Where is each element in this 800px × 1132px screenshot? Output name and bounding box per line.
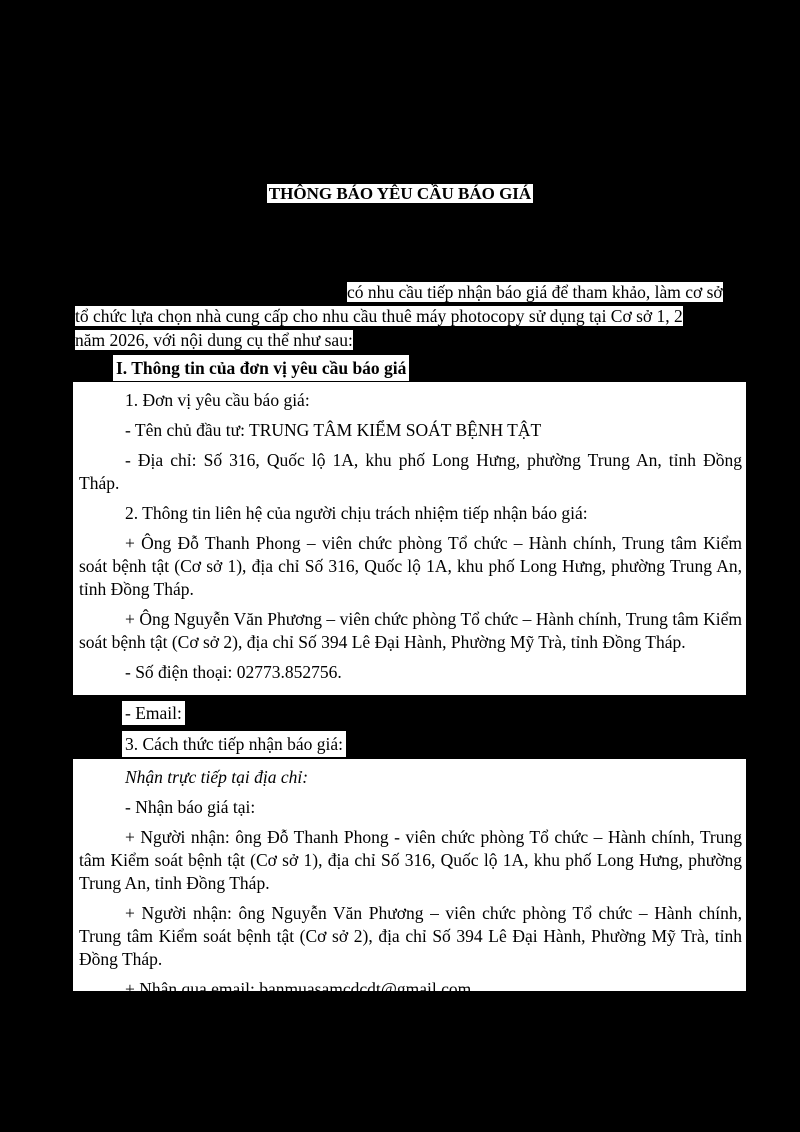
- intro-paragraph: [75, 280, 746, 352]
- phone-number: - Số điện thoại: 02773.852756.: [125, 662, 342, 682]
- investor-address: - Địa chỉ: Số 316, Quốc lộ 1A, khu phố Long Hưng, phường Trung An, tỉnh Đồng Tháp.: [79, 450, 742, 493]
- section-heading: I. Thông tin của đơn vị yêu cầu báo giá: [113, 355, 409, 381]
- item-receive-method: 3. Cách thức tiếp nhận báo giá:: [122, 731, 346, 757]
- item-unit: 1. Đơn vị yêu cầu báo giá:: [125, 390, 310, 410]
- intro-line-2: tổ chức lựa chọn nhà cung cấp cho nhu cầu thuê máy photocopy sử dụng tại Cơ sở 1, 2: [75, 306, 683, 326]
- email-link[interactable]: banmuasamcdcdt@gmail.com: [259, 979, 472, 999]
- receiver-2: + Người nhận: ông Nguyễn Văn Phương – viên chức phòng Tổ chức – Hành chính, Trung tâm Kiểm soát bệnh tật (Cơ sở 2), địa chỉ Số 394 Lê Đại Hành, Phường Mỹ Trà, tỉnh Đồng Tháp.: [79, 903, 742, 969]
- receiver-1: + Người nhận: ông Đỗ Thanh Phong - viên chức phòng Tổ chức – Hành chính, Trung tâm Kiểm soát bệnh tật (Cơ sở 1), địa chỉ Số 316, Quốc lộ 1A, khu phố Long Hưng, phường Trung An, tỉnh Đồng Tháp.: [79, 827, 742, 893]
- receive-method-content: [73, 759, 746, 999]
- section-1-content: [73, 382, 746, 695]
- email-receive-label: + Nhận qua email:: [125, 979, 255, 999]
- receive-at-label: - Nhận báo giá tại:: [125, 797, 256, 817]
- item-contact: 2. Thông tin liên hệ của người chịu trách nhiệm tiếp nhận báo giá:: [125, 503, 588, 523]
- contact-person-2: + Ông Nguyễn Văn Phương – viên chức phòng Tổ chức – Hành chính, Trung tâm Kiểm soát bệnh tật (Cơ sở 2), địa chỉ Số 394 Lê Đại Hành, Phường Mỹ Trà, tỉnh Đồng Tháp.: [79, 609, 742, 652]
- contact-person-1: + Ông Đỗ Thanh Phong – viên chức phòng Tổ chức – Hành chính, Trung tâm Kiểm soát bệnh tật (Cơ sở 1), địa chỉ Số 316, Quốc lộ 1A, khu phố Long Hưng, phường Trung An, tỉnh Đồng Tháp.: [79, 533, 742, 599]
- title-text: THÔNG BÁO YÊU CẦU BÁO GIÁ: [268, 184, 532, 203]
- intro-line-1: có nhu cầu tiếp nhận báo giá để tham khảo, làm cơ sở: [347, 282, 723, 302]
- document-title: [0, 182, 800, 206]
- investor-name: - Tên chủ đầu tư: TRUNG TÂM KIỂM SOÁT BỆNH TẬT: [125, 420, 542, 440]
- direct-receive-label: Nhận trực tiếp tại địa chỉ:: [125, 767, 309, 787]
- email-line: - Email:: [122, 701, 185, 725]
- email-receive: [73, 978, 746, 1001]
- intro-line-3: năm 2026, với nội dung cụ thể như sau:: [75, 330, 353, 350]
